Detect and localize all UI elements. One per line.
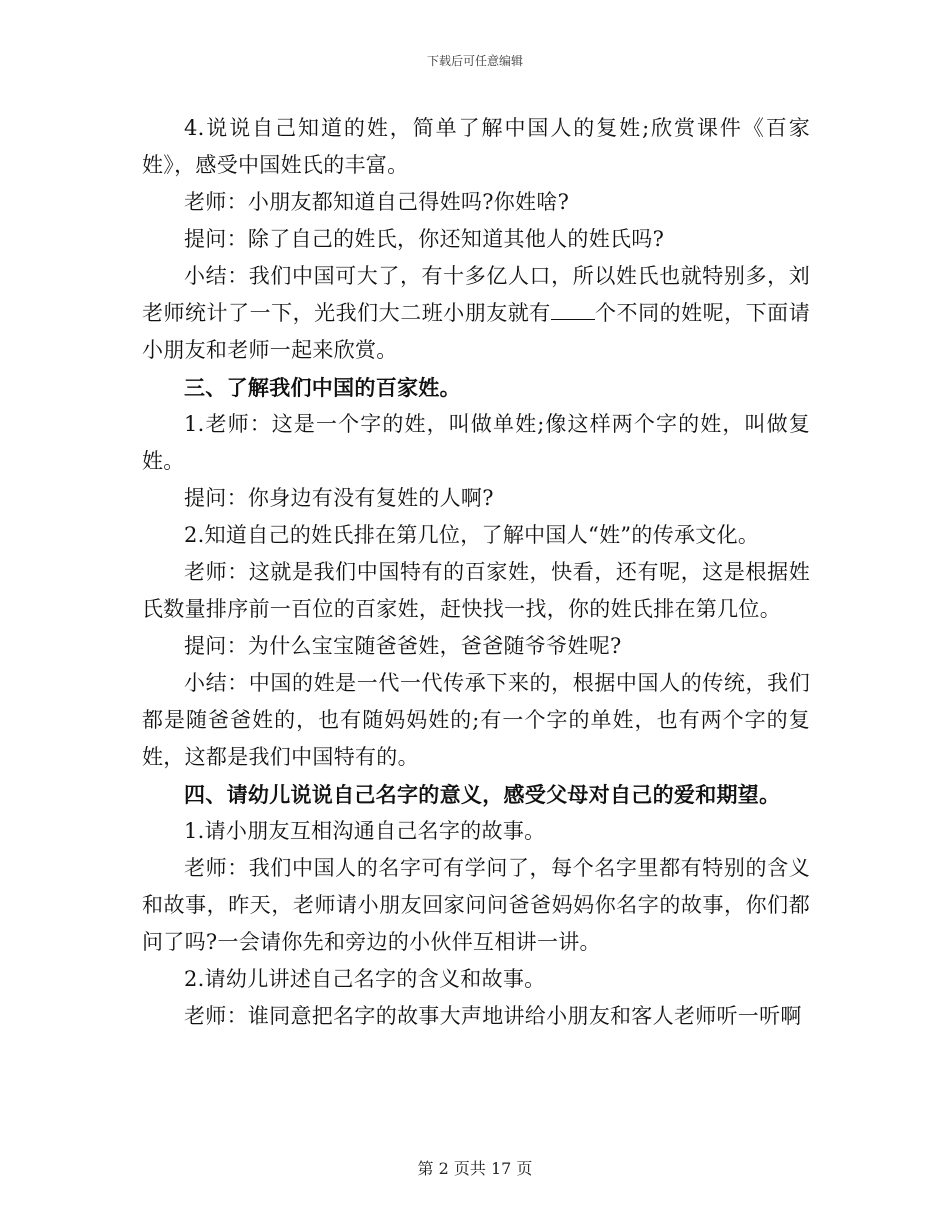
paragraph-item-4: 4.说说自己知道的姓，简单了解中国人的复姓;欣赏课件《百家姓》，感受中国姓氏的丰富。	[142, 116, 810, 177]
paragraph-question: 提问：除了自己的姓氏，你还知道其他人的姓氏吗?	[184, 227, 665, 251]
document-body	[142, 110, 810, 1035]
paragraph-tell-story: 2.请幼儿讲述自己名字的含义和故事。	[184, 967, 546, 991]
page-footer: 第 2 页共 17 页	[417, 1159, 533, 1178]
section-heading-3: 三、了解我们中国的百家姓。	[184, 375, 461, 400]
paragraph-ranking: 2.知道自己的姓氏排在第几位，了解中国人“姓”的传承文化。	[184, 523, 760, 547]
paragraph-tradition-summary: 小结：中国的姓是一代一代传承下来的，根据中国人的传统，我们都是随爸爸姓的，也有随妈妈姓的;有一个字的单姓，也有两个字的复姓，这都是我们中国特有的。	[142, 671, 810, 769]
paragraph-inheritance-question: 提问：为什么宝宝随爸爸姓，爸爸随爷爷姓呢?	[184, 634, 622, 658]
paragraph-name-story: 1.请小朋友互相沟通自己名字的故事。	[184, 819, 546, 843]
paragraph-hundred-surnames: 老师：这就是我们中国特有的百家姓，快看，还有呢，这是根据姓氏数量排序前一百位的百家姓，赶快找一找，你的姓氏排在第几位。	[142, 560, 810, 621]
section-heading-4: 四、请幼儿说说自己名字的意义，感受父母对自己的爱和期望。	[184, 782, 781, 807]
paragraph-summary-with-blank	[142, 258, 810, 369]
paragraph-name-meaning: 老师：我们中国人的名字可有学问了，每个名字里都有特别的含义和故事，昨天，老师请小朋友回家问问爸爸妈妈你名字的故事，你们都问了吗?一会请你先和旁边的小伙伴互相讲一讲。	[142, 856, 810, 954]
summary-text-before-blank: 小结：我们中国可大了，有十多亿人口，所以姓氏也就特别多，刘老师统计了一下，光我们大二班小朋友就有	[142, 264, 810, 325]
summary-text-after-blank: 个不同的姓呢，下面请小朋友和老师一起来欣赏。	[142, 301, 810, 362]
paragraph-invite-share: 老师：谁同意把名字的故事大声地讲给小朋友和客人老师听一听啊	[184, 1004, 802, 1028]
page-header: 下载后可任意编辑	[426, 54, 523, 68]
paragraph-teacher-question: 老师：小朋友都知道自己得姓吗?你姓啥?	[184, 190, 570, 214]
fill-in-blank	[551, 301, 595, 320]
paragraph-single-surname: 1.老师：这是一个字的姓，叫做单姓;像这样两个字的姓，叫做复姓。	[142, 412, 810, 473]
paragraph-compound-question: 提问：你身边有没有复姓的人啊?	[184, 486, 494, 510]
